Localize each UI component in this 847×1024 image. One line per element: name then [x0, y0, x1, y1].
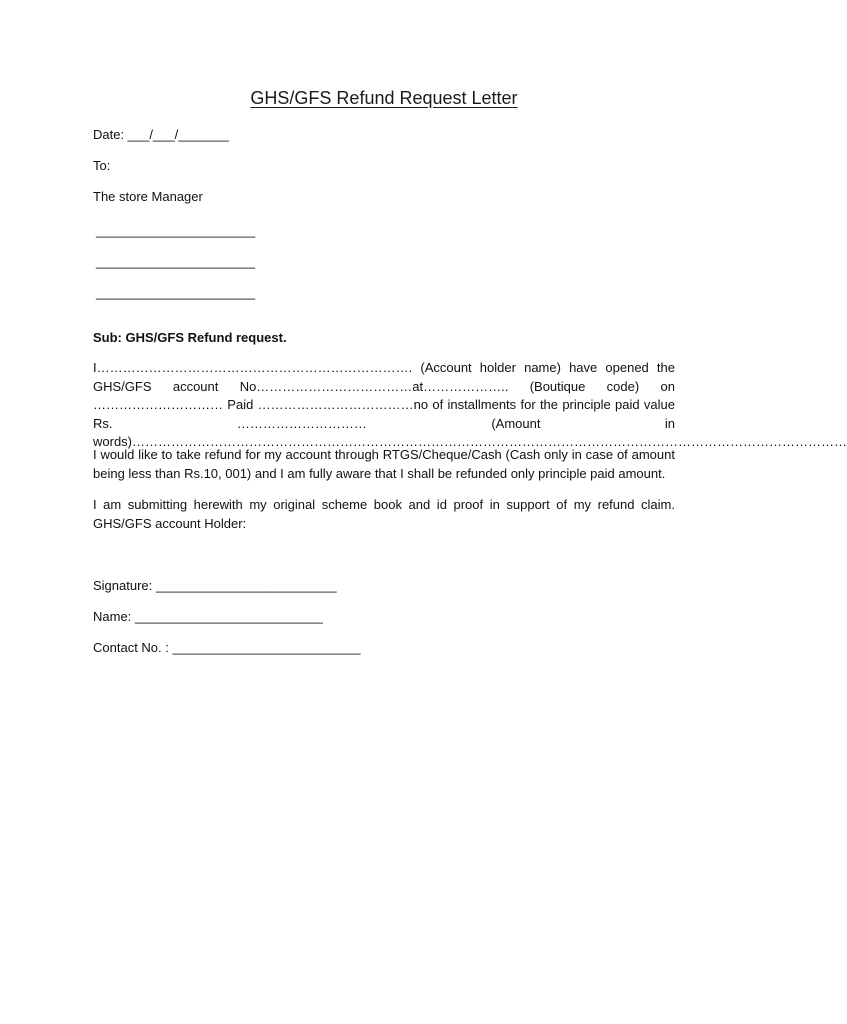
address-blank-1: ______________________ [96, 223, 256, 238]
paragraph-refund-mode: I would like to take refund for my account through RTGS/Cheque/Cash (Cash only in case of amount being less than Rs.10, 001) and I am fully aware that I shall be refunded only principle paid amount. [93, 447, 675, 481]
date-line: Date: ___/___/_______ [93, 127, 229, 142]
paragraph-account-details: I………………………………………………………………. (Account holder name) have opened the GHS/GFS account No………………………………at……………….. (Boutique code) on ………………………… Paid ………………………………no of installments for the principle paid value Rs. ………………………… (Amount in words)………………………………………………………………………………………………………………………………………………… [93, 360, 847, 449]
to-line: To: [93, 158, 111, 173]
recipient-line: The store Manager [93, 189, 203, 204]
contact-line: Contact No. : __________________________ [93, 640, 361, 655]
subject-line: Sub: GHS/GFS Refund request. [93, 330, 287, 345]
name-line: Name: __________________________ [93, 609, 323, 624]
document-title: GHS/GFS Refund Request Letter [250, 88, 518, 108]
paragraph-submission: I am submitting herewith my original scheme book and id proof in support of my refund claim. GHS/GFS account Holder: [93, 497, 675, 531]
address-blank-3: ______________________ [96, 285, 256, 300]
signature-line: Signature: _________________________ [93, 578, 337, 593]
address-blank-2: ______________________ [96, 254, 256, 269]
